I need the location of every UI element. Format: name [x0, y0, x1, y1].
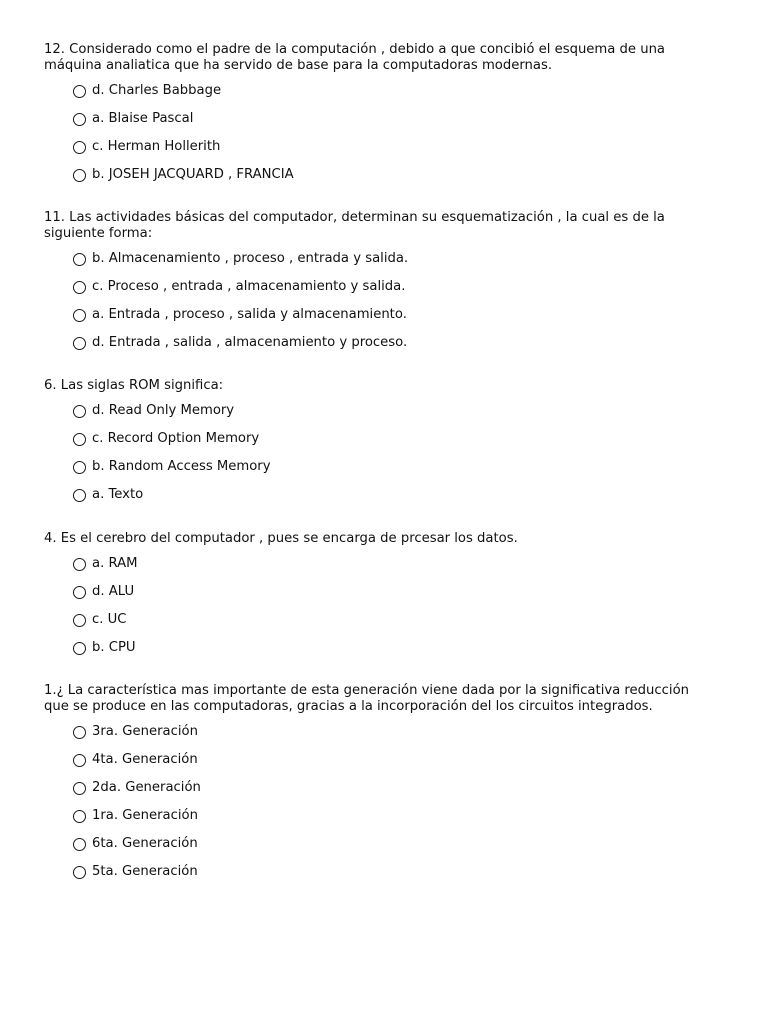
answer-option-label: a. RAM: [92, 556, 138, 571]
question-6: [44, 378, 714, 509]
radio-button-icon[interactable]: [73, 169, 86, 182]
answer-option-label: d. Entrada , salida , almacenamiento y proceso.: [92, 335, 408, 350]
radio-button-icon[interactable]: [73, 489, 86, 502]
radio-button-icon[interactable]: [73, 586, 86, 599]
question-12: [44, 42, 714, 189]
answer-option-label: b. JOSEH JACQUARD , FRANCIA: [92, 167, 294, 182]
answer-option-label: c. Record Option Memory: [92, 431, 260, 446]
radio-button-icon[interactable]: [73, 405, 86, 418]
radio-button-icon[interactable]: [73, 754, 86, 767]
answer-option[interactable]: [73, 105, 714, 133]
answer-option[interactable]: [73, 481, 714, 509]
answer-option-label: d. Charles Babbage: [92, 83, 222, 98]
answer-option[interactable]: [73, 718, 714, 746]
radio-button-icon[interactable]: [73, 141, 86, 154]
answer-option-label: b. Random Access Memory: [92, 459, 271, 474]
radio-button-icon[interactable]: [73, 782, 86, 795]
answer-option-label: b. Almacenamiento , proceso , entrada y salida.: [92, 251, 409, 266]
answer-option[interactable]: [73, 634, 714, 662]
answer-option-label: 3ra. Generación: [92, 724, 198, 739]
answer-option-label: 2da. Generación: [92, 780, 201, 795]
answer-option-label: a. Texto: [92, 487, 144, 502]
answer-option-label: d. ALU: [92, 584, 135, 599]
answer-option[interactable]: [73, 578, 714, 606]
radio-button-icon[interactable]: [73, 810, 86, 823]
question-prompt: 6. Las siglas ROM significa:: [44, 378, 224, 393]
radio-button-icon[interactable]: [73, 433, 86, 446]
answer-option-label: 4ta. Generación: [92, 752, 198, 767]
radio-button-icon[interactable]: [73, 558, 86, 571]
radio-button-icon[interactable]: [73, 85, 86, 98]
radio-button-icon[interactable]: [73, 642, 86, 655]
question-prompt: 1.¿ La característica mas importante de esta generación viene dada por la significativa reducción que se produce en las computadoras, gracias a la incorporación del los circuitos integrados.: [44, 683, 689, 714]
radio-button-icon[interactable]: [73, 838, 86, 851]
answer-option[interactable]: [73, 133, 714, 161]
radio-button-icon[interactable]: [73, 113, 86, 126]
answer-option[interactable]: [73, 830, 714, 858]
answer-option[interactable]: [73, 397, 714, 425]
question-4: [44, 531, 714, 662]
answer-option-label: 6ta. Generación: [92, 836, 198, 851]
answer-option[interactable]: [73, 453, 714, 481]
answer-option[interactable]: [73, 329, 714, 357]
answer-option[interactable]: [73, 802, 714, 830]
radio-button-icon[interactable]: [73, 614, 86, 627]
question-prompt: 11. Las actividades básicas del computador, determinan su esquematización , la cual es de la siguiente forma:: [44, 210, 665, 241]
question-prompt: 4. Es el cerebro del computador , pues se encarga de prcesar los datos.: [44, 531, 518, 546]
radio-button-icon[interactable]: [73, 281, 86, 294]
answer-option[interactable]: [73, 425, 714, 453]
radio-button-icon[interactable]: [73, 337, 86, 350]
answer-option-label: a. Entrada , proceso , salida y almacenamiento.: [92, 307, 407, 322]
radio-button-icon[interactable]: [73, 461, 86, 474]
answer-option[interactable]: [73, 746, 714, 774]
answer-option[interactable]: [73, 161, 714, 189]
answer-option-label: b. CPU: [92, 640, 136, 655]
question-1: [44, 683, 714, 886]
answer-option[interactable]: [73, 77, 714, 105]
answer-option-label: d. Read Only Memory: [92, 403, 235, 418]
answer-option[interactable]: [73, 550, 714, 578]
radio-button-icon[interactable]: [73, 726, 86, 739]
answer-option-label: c. Herman Hollerith: [92, 139, 221, 154]
answer-option[interactable]: [73, 301, 714, 329]
radio-button-icon[interactable]: [73, 309, 86, 322]
answer-option[interactable]: [73, 858, 714, 886]
question-prompt: 12. Considerado como el padre de la computación , debido a que concibió el esquema de una máquina analiatica que ha servido de base para la computadoras modernas.: [44, 42, 666, 73]
radio-button-icon[interactable]: [73, 253, 86, 266]
answer-option-label: 5ta. Generación: [92, 864, 198, 879]
answer-option-label: c. UC: [92, 612, 127, 627]
radio-button-icon[interactable]: [73, 866, 86, 879]
answer-option[interactable]: [73, 606, 714, 634]
question-11: [44, 210, 714, 357]
answer-option-label: a. Blaise Pascal: [92, 111, 194, 126]
answer-option[interactable]: [73, 273, 714, 301]
answer-option-label: c. Proceso , entrada , almacenamiento y salida.: [92, 279, 406, 294]
answer-option[interactable]: [73, 245, 714, 273]
answer-option[interactable]: [73, 774, 714, 802]
answer-option-label: 1ra. Generación: [92, 808, 198, 823]
